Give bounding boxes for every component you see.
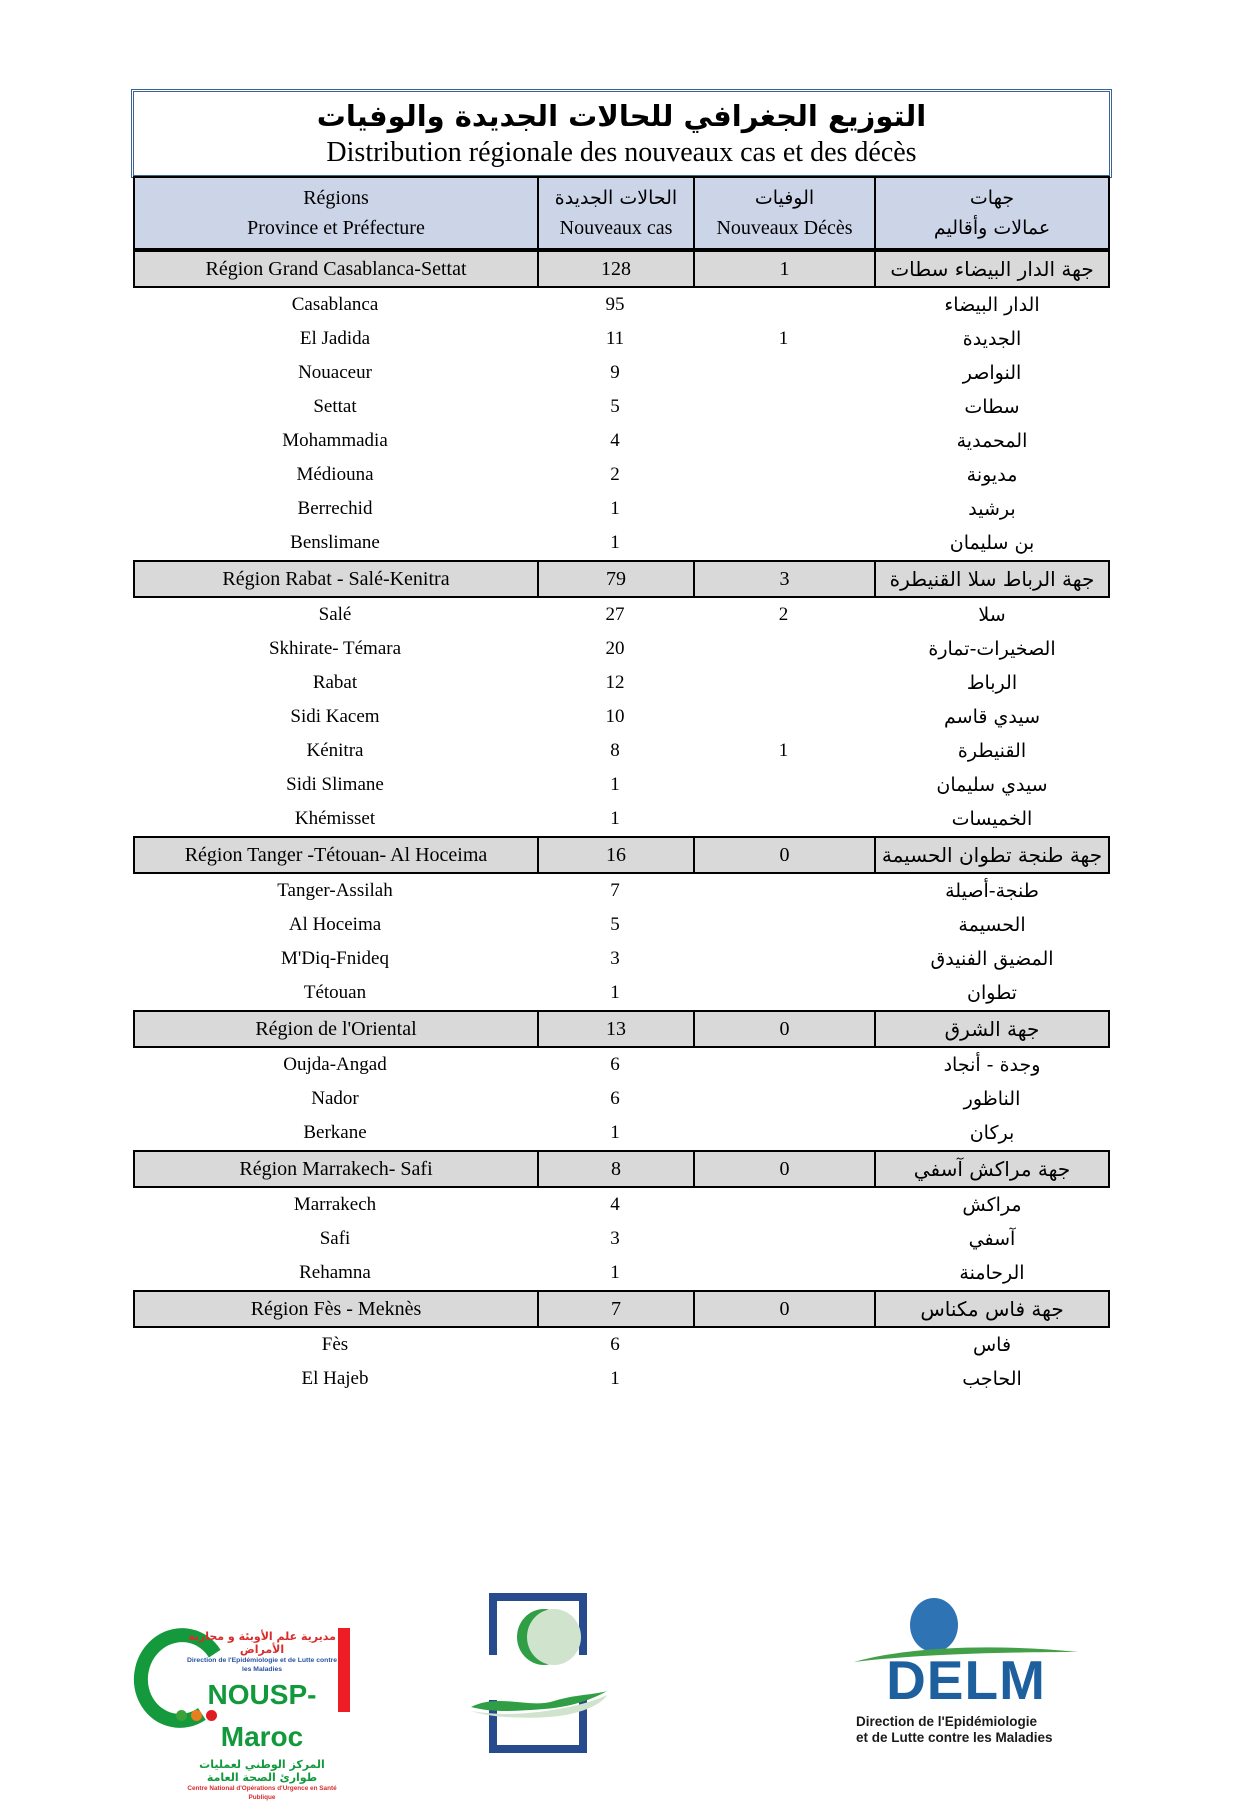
nousp-name: NOUSP-Maroc <box>207 1679 317 1752</box>
name-ar-cell: مراكش <box>962 1194 1022 1216</box>
new-cases-cell: 9 <box>610 362 620 383</box>
name-ar-cell: آسفي <box>968 1228 1016 1250</box>
name-fr-cell: Région Marrakech- Safi <box>135 1152 539 1186</box>
region-row <box>133 1150 1110 1188</box>
new-deaths-cell: 1 <box>778 740 789 761</box>
province-row <box>133 700 1110 734</box>
name-fr-cell: Région de l'Oriental <box>135 1012 539 1046</box>
header-new-cases <box>539 178 695 248</box>
moh-wave-icon <box>469 1683 609 1719</box>
name-fr-cell: Nouaceur <box>298 362 372 383</box>
header-jihat-line2: عمالات وأقاليم <box>933 217 1051 239</box>
name-fr-cell: Al Hoceima <box>288 914 382 935</box>
new-deaths-cell <box>693 976 874 1010</box>
name-fr-cell: Tétouan <box>303 982 367 1003</box>
name-fr-cell: Rehamna <box>299 1262 371 1283</box>
title-french: Distribution régionale des nouveaux cas et des décès <box>326 137 917 168</box>
province-row <box>133 734 1110 768</box>
name-fr-cell: Salé <box>318 604 352 625</box>
province-row <box>133 598 1110 632</box>
new-cases-cell: 1 <box>610 1122 620 1143</box>
new-deaths-cell <box>693 390 874 424</box>
name-fr-cell: Settat <box>313 396 357 417</box>
name-fr-cell: Casablanca <box>291 294 379 315</box>
new-deaths-cell: 0 <box>695 838 876 872</box>
new-cases-cell: 1 <box>610 774 620 795</box>
new-deaths-cell <box>693 288 874 322</box>
province-row <box>133 632 1110 666</box>
province-row <box>133 1222 1110 1256</box>
name-ar-cell: الرباط <box>966 672 1018 694</box>
province-row <box>133 458 1110 492</box>
new-deaths-cell: 3 <box>695 562 876 596</box>
province-row <box>133 526 1110 560</box>
new-deaths-cell <box>693 666 874 700</box>
new-deaths-cell <box>693 700 874 734</box>
name-ar-cell: جهة فاس مكناس <box>920 1297 1064 1321</box>
new-cases-cell: 6 <box>610 1088 620 1109</box>
title-arabic: التوزيع الجغرافي للحالات الجديدة والوفيات <box>316 99 927 133</box>
nousp-french-bottom: Centre National d'Opérations d'Urgence en Santé Publique <box>187 1785 337 1801</box>
delm-subtitle-line1: Direction de l'Epidémiologie <box>856 1714 1037 1729</box>
name-ar-cell: الصخيرات-تمارة <box>928 638 1056 660</box>
region-row <box>133 836 1110 874</box>
new-cases-cell: 16 <box>539 838 695 872</box>
new-cases-cell: 13 <box>539 1012 695 1046</box>
name-ar-cell: بركان <box>969 1122 1015 1144</box>
header-regions <box>135 178 539 248</box>
name-fr-cell: Benslimane <box>290 532 380 553</box>
name-ar-cell: الحسيمة <box>958 914 1026 936</box>
delm-subtitle-line2: et de Lutte contre les Maladies <box>856 1730 1053 1745</box>
new-cases-cell: 4 <box>610 430 620 451</box>
province-row <box>133 356 1110 390</box>
name-fr-cell: Région Tanger -Tétouan- Al Hoceima <box>135 838 539 872</box>
new-cases-cell: 1 <box>610 982 620 1003</box>
name-fr-cell: Tanger-Assilah <box>277 880 393 901</box>
name-ar-cell: جهة طنجة تطوان الحسيمة <box>881 843 1103 867</box>
name-fr-cell: M'Diq-Fnideq <box>281 948 389 969</box>
new-deaths-cell <box>693 356 874 390</box>
name-ar-cell: فاس <box>972 1334 1012 1356</box>
header-regions-line1: Régions <box>303 187 369 209</box>
new-deaths-cell: 1 <box>778 328 789 349</box>
name-fr-cell: Kénitra <box>306 740 364 761</box>
table-header-row <box>133 176 1110 250</box>
delm-logo <box>850 1598 1082 1748</box>
title-box <box>133 91 1110 176</box>
new-deaths-cell: 0 <box>695 1292 876 1326</box>
name-fr-cell: Oujda-Angad <box>283 1054 387 1075</box>
new-deaths-cell <box>693 942 874 976</box>
new-cases-cell: 7 <box>539 1292 695 1326</box>
new-cases-cell: 1 <box>610 532 620 553</box>
province-row <box>133 1116 1110 1150</box>
name-ar-cell: الخميسات <box>951 808 1033 830</box>
name-ar-cell: الناظور <box>963 1088 1021 1110</box>
province-row <box>133 874 1110 908</box>
province-row <box>133 768 1110 802</box>
name-fr-cell: Marrakech <box>293 1194 377 1215</box>
nousp-maroc-logo <box>138 1626 406 1801</box>
nousp-arabic-top: مديرية علم الأوبئة و محاربة الأمراض <box>188 1630 336 1656</box>
new-cases-cell: 1 <box>610 808 620 829</box>
header-jihat-line1: جهات <box>969 187 1015 209</box>
name-fr-cell: El Hajeb <box>301 1368 369 1389</box>
name-fr-cell: Région Rabat - Salé-Kenitra <box>135 562 539 596</box>
new-deaths-cell <box>693 526 874 560</box>
region-row <box>133 1290 1110 1328</box>
name-fr-cell: Rabat <box>312 672 358 693</box>
new-cases-cell: 2 <box>610 464 620 485</box>
health-ministry-logo <box>489 1593 587 1753</box>
name-fr-cell: Mohammadia <box>282 430 388 451</box>
province-row <box>133 492 1110 526</box>
new-cases-cell: 20 <box>605 638 625 659</box>
new-deaths-cell <box>693 492 874 526</box>
name-ar-cell: مديونة <box>966 464 1018 486</box>
new-cases-cell: 95 <box>605 294 625 315</box>
province-row <box>133 908 1110 942</box>
name-fr-cell: Sidi Slimane <box>286 774 384 795</box>
name-fr-cell: El Jadida <box>299 328 371 349</box>
name-ar-cell: الحاجب <box>962 1368 1022 1390</box>
moh-crescent-light-icon <box>527 1609 581 1665</box>
new-cases-cell: 1 <box>610 1368 620 1389</box>
name-ar-cell: المضيق الفنيدق <box>930 948 1054 970</box>
name-fr-cell: Fès <box>321 1334 349 1355</box>
province-row <box>133 1256 1110 1290</box>
nousp-french-top: Direction de l'Epidémiologie et de Lutte contre les Maladies <box>186 1657 338 1673</box>
new-cases-cell: 79 <box>539 562 695 596</box>
new-deaths-cell <box>693 802 874 836</box>
nousp-arabic-bottom: المركز الوطني لعمليات طوارئ الصحة العامة <box>199 1758 325 1784</box>
new-deaths-cell <box>693 1328 874 1362</box>
header-jihat <box>876 178 1108 248</box>
new-deaths-cell <box>693 1116 874 1150</box>
new-deaths-cell <box>693 1362 874 1396</box>
new-cases-cell: 11 <box>605 328 625 349</box>
name-ar-cell: المحمدية <box>956 430 1028 452</box>
new-cases-cell: 6 <box>610 1054 620 1075</box>
new-deaths-cell <box>693 424 874 458</box>
name-ar-cell: سيدي قاسم <box>944 706 1040 728</box>
new-deaths-cell <box>693 908 874 942</box>
new-cases-cell: 5 <box>610 396 620 417</box>
province-row <box>133 1362 1110 1396</box>
delm-name: DELM <box>886 1649 1046 1711</box>
province-row <box>133 1328 1110 1362</box>
new-deaths-cell <box>693 1048 874 1082</box>
name-ar-cell: جهة الشرق <box>944 1017 1040 1041</box>
new-deaths-cell <box>693 1256 874 1290</box>
region-row <box>133 250 1110 288</box>
name-ar-cell: سيدي سليمان <box>936 774 1048 796</box>
new-cases-cell: 6 <box>610 1334 620 1355</box>
name-fr-cell: Sidi Kacem <box>290 706 380 727</box>
name-ar-cell: سلا <box>978 604 1006 626</box>
new-cases-cell: 12 <box>605 672 625 693</box>
name-ar-cell: النواصر <box>962 362 1022 384</box>
name-fr-cell: Nador <box>311 1088 359 1109</box>
distribution-table <box>133 176 1110 1396</box>
name-ar-cell: جهة مراكش آسفي <box>913 1157 1071 1181</box>
header-new-deaths-arabic: الوفيات <box>754 187 815 209</box>
name-ar-cell: جهة الدار البيضاء سطات <box>890 257 1094 281</box>
new-cases-cell: 5 <box>610 914 620 935</box>
name-ar-cell: جهة الرباط سلا القنيطرة <box>889 567 1095 591</box>
name-fr-cell: Skhirate- Témara <box>268 638 402 659</box>
header-regions-line2: Province et Préfecture <box>247 217 425 239</box>
new-cases-cell: 128 <box>539 252 695 286</box>
province-row <box>133 322 1110 356</box>
name-ar-cell: سطات <box>964 396 1020 418</box>
name-fr-cell: Safi <box>319 1228 351 1249</box>
name-ar-cell: الجديدة <box>962 328 1022 350</box>
name-ar-cell: القنيطرة <box>957 740 1027 762</box>
province-row <box>133 424 1110 458</box>
name-ar-cell: برشيد <box>968 498 1016 520</box>
new-cases-cell: 3 <box>610 1228 620 1249</box>
province-row <box>133 666 1110 700</box>
province-row <box>133 976 1110 1010</box>
province-row <box>133 1048 1110 1082</box>
new-deaths-cell <box>693 1188 874 1222</box>
region-row <box>133 560 1110 598</box>
name-ar-cell: بن سليمان <box>949 532 1035 554</box>
name-ar-cell: الرحامنة <box>959 1262 1025 1284</box>
new-cases-cell: 3 <box>610 948 620 969</box>
header-new-cases-french: Nouveaux cas <box>559 217 673 239</box>
new-deaths-cell <box>693 768 874 802</box>
new-deaths-cell: 0 <box>695 1152 876 1186</box>
new-deaths-cell <box>693 1082 874 1116</box>
province-row <box>133 390 1110 424</box>
new-deaths-cell <box>693 458 874 492</box>
name-fr-cell: Région Grand Casablanca-Settat <box>135 252 539 286</box>
table-body <box>133 250 1110 1396</box>
new-cases-cell: 4 <box>610 1194 620 1215</box>
name-ar-cell: تطوان <box>967 982 1017 1004</box>
province-row <box>133 802 1110 836</box>
nousp-dots-icon <box>176 1710 217 1721</box>
new-cases-cell: 10 <box>605 706 625 727</box>
region-row <box>133 1010 1110 1048</box>
new-cases-cell: 8 <box>610 740 620 761</box>
new-deaths-cell <box>693 1222 874 1256</box>
name-fr-cell: Berrechid <box>297 498 373 519</box>
new-cases-cell: 27 <box>605 604 625 625</box>
header-new-cases-arabic: الحالات الجديدة <box>554 187 678 209</box>
name-ar-cell: وجدة - أنجاد <box>943 1054 1041 1076</box>
new-cases-cell: 1 <box>610 498 620 519</box>
new-deaths-cell: 0 <box>695 1012 876 1046</box>
name-fr-cell: Berkane <box>303 1122 367 1143</box>
new-cases-cell: 8 <box>539 1152 695 1186</box>
new-deaths-cell: 2 <box>778 604 789 625</box>
header-new-deaths <box>695 178 876 248</box>
new-cases-cell: 7 <box>610 880 620 901</box>
name-ar-cell: طنجة-أصيلة <box>945 880 1039 902</box>
new-cases-cell: 1 <box>610 1262 620 1283</box>
new-deaths-cell <box>693 632 874 666</box>
new-deaths-cell <box>693 874 874 908</box>
province-row <box>133 1188 1110 1222</box>
new-deaths-cell: 1 <box>695 252 876 286</box>
name-fr-cell: Khémisset <box>294 808 376 829</box>
name-fr-cell: Région Fès - Meknès <box>135 1292 539 1326</box>
province-row <box>133 288 1110 322</box>
province-row <box>133 1082 1110 1116</box>
province-row <box>133 942 1110 976</box>
header-new-deaths-french: Nouveaux Décès <box>716 217 853 239</box>
name-ar-cell: الدار البيضاء <box>944 294 1040 316</box>
name-fr-cell: Médiouna <box>296 464 374 485</box>
delm-subtitle <box>856 1714 1082 1746</box>
